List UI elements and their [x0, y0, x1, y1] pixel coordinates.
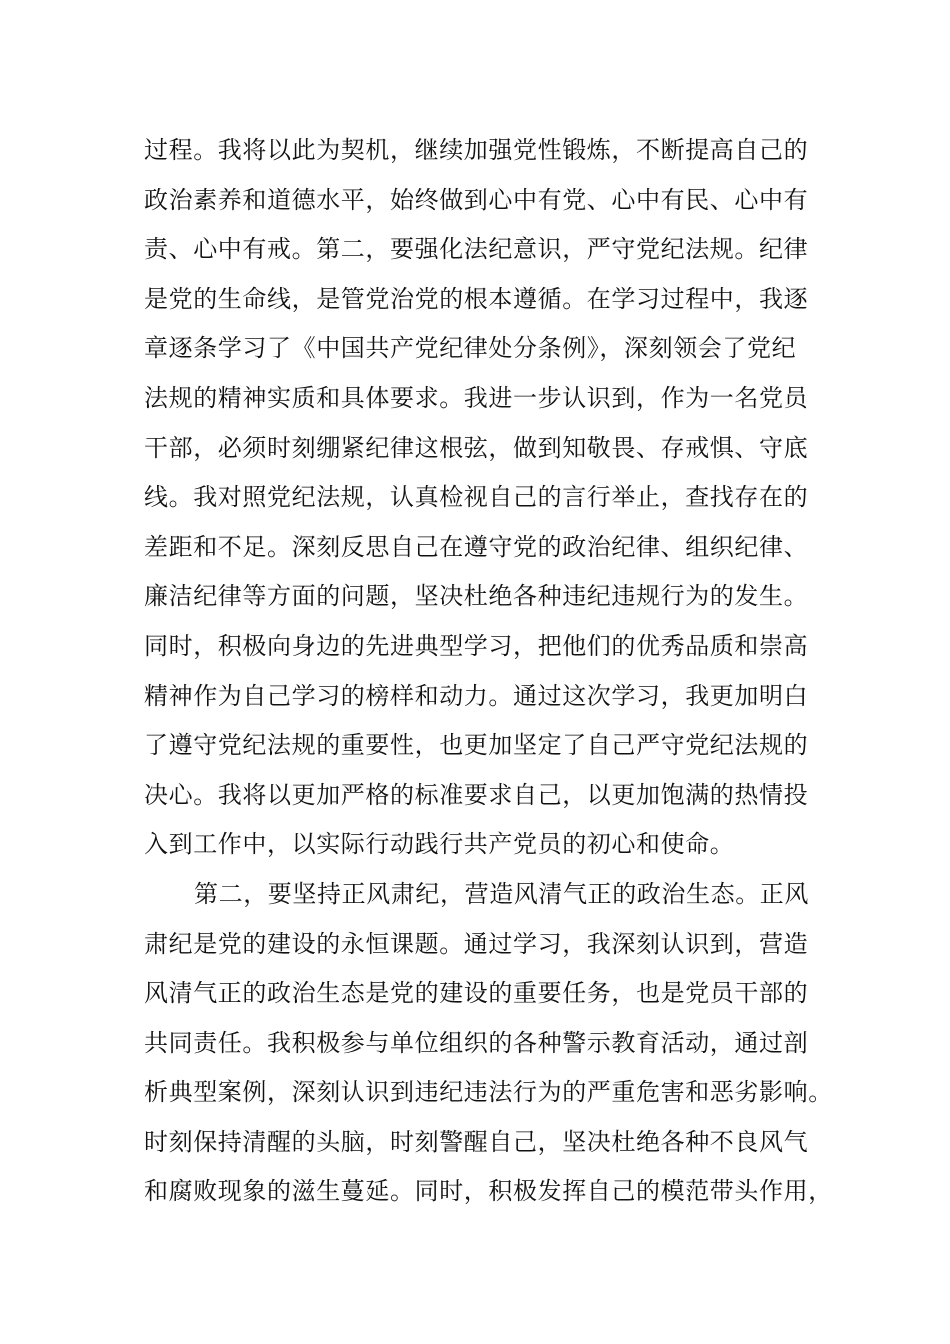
text-line: 风清气正的政治生态是党的建设的重要任务，也是党员干部的 — [144, 979, 809, 1008]
paragraph-start-line: 第二，要坚持正风肃纪，营造风清气正的政治生态。正风 — [194, 879, 809, 908]
text-line: 时刻保持清醒的头脑，时刻警醒自己，坚决杜绝各种不良风气 — [144, 1127, 809, 1156]
text-line: 同时，积极向身边的先进典型学习，把他们的优秀品质和崇高 — [144, 631, 809, 660]
text-line: 和腐败现象的滋生蔓延。同时，积极发挥自己的模范带头作用， — [144, 1177, 833, 1206]
text-line: 决心。我将以更加严格的标准要求自己，以更加饱满的热情投 — [144, 780, 809, 809]
text-line: 过程。我将以此为契机，继续加强党性锻炼，不断提高自己的 — [144, 136, 809, 164]
text-line: 精神作为自己学习的榜样和动力。通过这次学习，我更加明白 — [144, 681, 809, 710]
text-line: 干部，必须时刻绷紧纪律这根弦，做到知敬畏、存戒惧、守底 — [144, 433, 809, 462]
text-line: 政治素养和道德水平，始终做到心中有党、心中有民、心中有 — [144, 185, 809, 214]
text-line: 肃纪是党的建设的永恒课题。通过学习，我深刻认识到，营造 — [144, 929, 809, 958]
text-line: 入到工作中，以实际行动践行共产党员的初心和使命。 — [144, 830, 735, 859]
text-line: 是党的生命线，是管党治党的根本遵循。在学习过程中，我逐 — [144, 284, 809, 313]
text-line: 法规的精神实质和具体要求。我进一步认识到，作为一名党员 — [144, 383, 809, 412]
text-line: 线。我对照党纪法规，认真检视自己的言行举止，查找存在的 — [144, 483, 809, 512]
text-line: 章逐条学习了《中国共产党纪律处分条例》，深刻领会了党纪 — [144, 334, 797, 363]
body-text — [144, 126, 833, 1217]
text-line: 了遵守党纪法规的重要性，也更加坚定了自己严守党纪法规的 — [144, 731, 809, 760]
text-line: 廉洁纪律等方面的问题，坚决杜绝各种违纪违规行为的发生。 — [144, 582, 809, 611]
text-line: 析典型案例，深刻认识到违纪违法行为的严重危害和恶劣影响。 — [144, 1078, 833, 1107]
text-line: 差距和不足。深刻反思自己在遵守党的政治纪律、组织纪律、 — [144, 532, 809, 561]
text-line: 共同责任。我积极参与单位组织的各种警示教育活动，通过剖 — [144, 1028, 809, 1057]
text-line: 责、心中有戒。第二，要强化法纪意识，严守党纪法规。纪律 — [144, 235, 809, 264]
